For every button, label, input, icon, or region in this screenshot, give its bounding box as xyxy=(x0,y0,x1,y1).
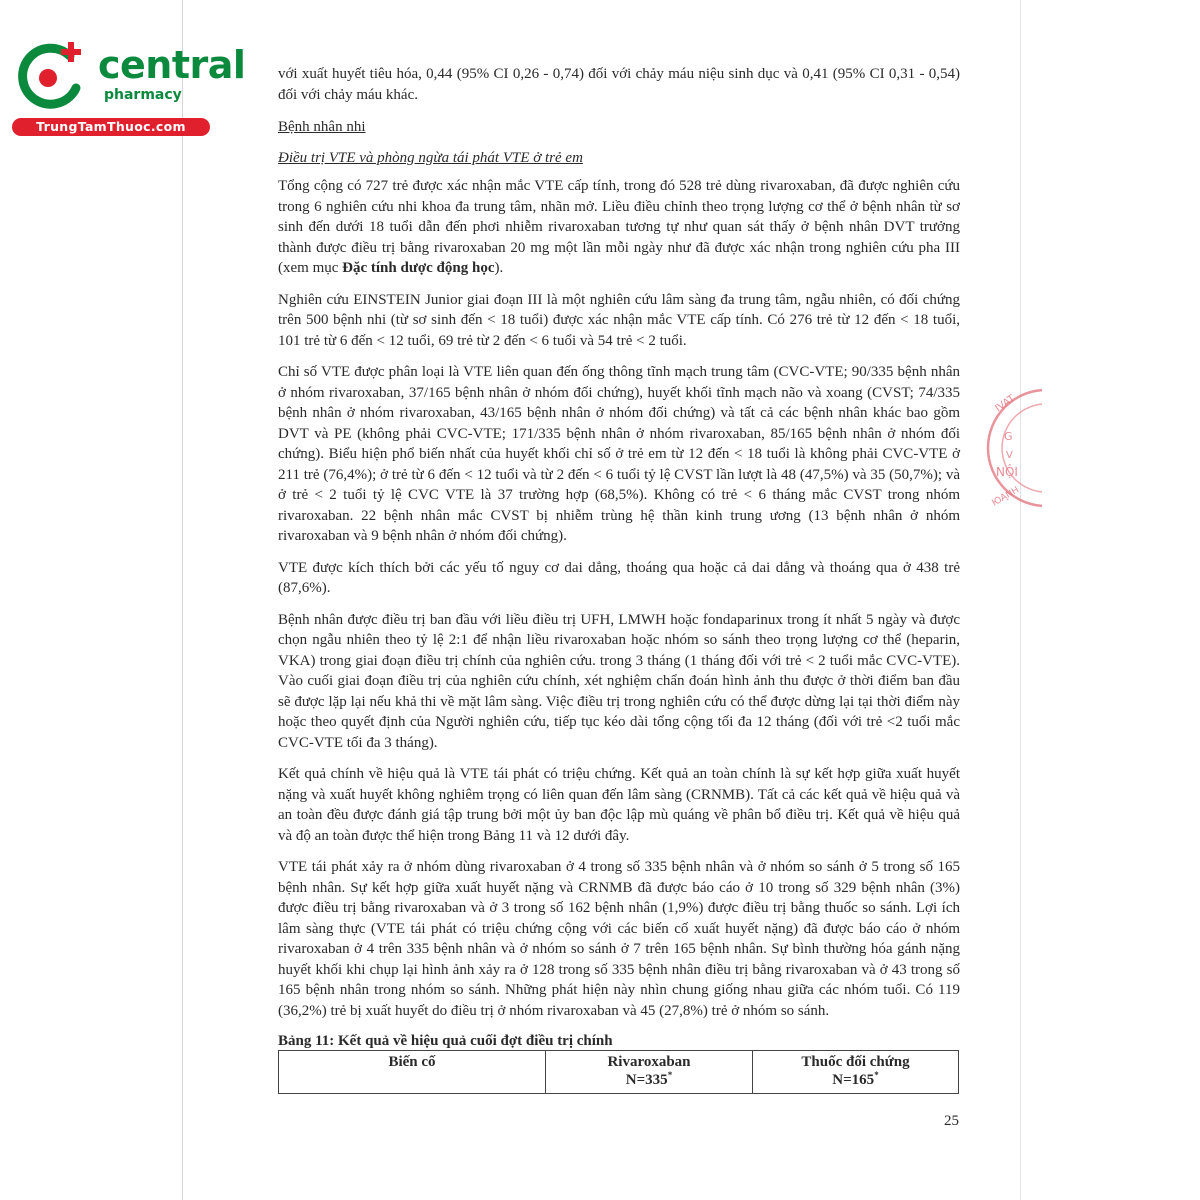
table-title: Bảng 11: Kết quả về hiệu quả cuối đợt điều trị chính xyxy=(278,1033,613,1049)
pharmacokinetics-reference: Đặc tính dược động học xyxy=(342,260,495,276)
comparator-n-value: N=165 xyxy=(832,1072,875,1088)
document-body xyxy=(278,64,960,1094)
paragraph-risk-factors: VTE được kích thích bởi các yếu tố nguy cơ dai dẳng, thoáng qua hoặc cả dai dẳng và thoáng qua ở 438 trẻ (87,6%). xyxy=(278,559,960,596)
official-stamp-icon xyxy=(982,378,1042,518)
svg-text:IVAT: IVAT xyxy=(993,393,1018,415)
paragraph-vte-index: Chỉ số VTE được phân loại là VTE liên quan đến ống thông tĩnh mạch trung tâm (CVC-VTE; 90/335 bệnh nhân ở nhóm rivaroxaban, 37/165 bệnh nhân ở nhóm đối chứng), huyết khối tĩnh mạch não và xoang (CVST; 74/335 bệnh nhân ở nhóm rivaroxaban, 43/165 bệnh nhân ở nhóm đối chứng) và tất cả các bệnh nhân khác bao gồm DVT và PE (không phải CVC-VTE; 171/335 bệnh nhân ở nhóm rivaroxaban, 85/165 bệnh nhân ở nhóm đối chứng). Biểu hiện phổ biến nhất của huyết khối chỉ số ở trẻ em từ 12 đến < 18 tuổi là không phải CVC-VTE ở 211 trẻ (76,4%); ở trẻ từ 6 đến < 12 tuổi và từ 2 đến < 6 tuổi tỷ lệ CVST lần lượt là 48 (47,5%) và 35 (50,7%); và ở trẻ < 2 tuổi tỷ lệ CVC VTE là 37 trường hợp (68,5%). Không có trẻ < 6 tháng mắc CVST trong nhóm rivaroxaban. 22 bệnh nhân mắc CVST bị nhiễm trùng hệ thần kinh trung ương (13 bệnh nhân ở nhóm rivaroxaban và 9 bệnh nhân ở nhóm đối chứng). xyxy=(278,364,960,544)
logo-subtitle: pharmacy xyxy=(104,87,182,103)
paragraph-treatment: Bệnh nhân được điều trị ban đầu với liều điều trị UFH, LMWH hoặc fondaparinux trong ít nhất 5 ngày và được chọn ngẫu nhiên theo tỷ lệ 2:1 để nhận liều rivaroxaban hoặc nhóm so sánh theo trọng lượng cơ thể (heparin, VKA) trong giai đoạn điều trị chính của nghiên cứu. trong 3 tháng (1 tháng đối với trẻ < 2 tuổi mắc CVC-VTE). Vào cuối giai đoạn điều trị của nghiên cứu chính, xét nghiệm chẩn đoán hình ảnh thu được ở thời điểm ban đầu sẽ được lặp lại nếu khả thi về mặt lâm sàng. Việc điều trị trong nghiên cứu có thể được dừng lại tại thời điểm này hoặc theo quyết định của Người nghiên cứu, tiếp tục kéo dài tổng cộng tối đa 12 tháng (đối với trẻ <2 tuổi mắc CVC-VTE tối đa 3 tháng). xyxy=(278,611,960,751)
header-rivaroxaban xyxy=(546,1051,753,1094)
efficacy-results-table xyxy=(278,1050,959,1094)
paragraph-outcomes: Kết quả chính về hiệu quả là VTE tái phát có triệu chứng. Kết quả an toàn chính là sự kết hợp giữa xuất huyết nặng và xuất huyết không nghiêm trọng có liên quan đến lâm sàng (CRNMB). Tất cả các kết quả về hiệu quả và an toàn đều được đánh giá tập trung bởi một ủy ban độc lập mù quáng về phân bổ điều trị. Kết quả về hiệu quả và độ an toàn được thể hiện trong Bảng 11 và 12 dưới đây. xyxy=(278,766,960,844)
page-number: 25 xyxy=(944,1113,959,1129)
paragraph-overview-text: Tổng cộng có 727 trẻ được xác nhận mắc VTE cấp tính, trong đó 528 trẻ dùng rivaroxaban, đã được nghiên cứu trong 6 nghiên cứu nhi khoa đa trung tâm, nhãn mở. Liều điều chỉnh theo trọng lượng cơ thể ở bệnh nhân từ sơ sinh đến dưới 18 tuổi dẫn đến phơi nhiễm rivaroxaban tương tự như quan sát thấy ở bệnh nhân DVT trưởng thành được điều trị bằng rivaroxaban 20 mg một lần mỗi ngày như đã được xác nhận trong nghiên cứu pha III (xem mục xyxy=(278,178,960,276)
header-rivaroxaban-name: Rivaroxaban xyxy=(607,1054,691,1070)
header-rivaroxaban-n xyxy=(550,1071,748,1089)
paragraph-overview xyxy=(278,176,960,279)
comparator-footnote-mark: * xyxy=(874,1070,879,1080)
pharmacy-logo[interactable] xyxy=(12,38,246,138)
subsection-heading-vte: Điều trị VTE và phòng ngừa tái phát VTE ở trẻ em xyxy=(278,149,583,166)
page-edge-left xyxy=(182,0,183,1200)
paragraph-overview-end: ). xyxy=(494,260,504,276)
header-event: Biến cố xyxy=(279,1051,546,1094)
svg-text:G: G xyxy=(1004,430,1013,443)
svg-text:NỘI: NỘI xyxy=(996,465,1018,479)
logo-site-banner: TrungTamThuoc.com xyxy=(12,118,210,136)
logo-wordmark: central xyxy=(98,43,246,87)
svg-text:V: V xyxy=(1006,450,1013,461)
paragraph-continuation: với xuất huyết tiêu hóa, 0,44 (95% CI 0,26 - 0,74) đối với chảy máu niệu sinh dục và 0,41 (95% CI 0,31 - 0,54) đối với chảy máu khác. xyxy=(278,66,960,103)
paragraph-results: VTE tái phát xảy ra ở nhóm dùng rivaroxaban ở 4 trong số 335 bệnh nhân và ở nhóm so sánh ở 5 trong số 165 bệnh nhân. Sự kết hợp giữa xuất huyết nặng và CRNMB đã được báo cáo ở 10 trong số 329 bệnh nhân (3%) được điều trị bằng rivaroxaban và ở 3 trong số 162 bệnh nhân (1,9%) được điều trị bằng thuốc so sánh. Lợi ích lâm sàng thực (VTE tái phát có triệu chứng cộng với các biến cố xuất huyết nặng) đã được báo cáo ở nhóm rivaroxaban ở 4 trên 335 bệnh nhân và ở nhóm so sánh ở 7 trên 165 bệnh nhân. Sự bình thường hóa gánh nặng huyết khối khi chụp lại hình ảnh xảy ra ở 128 trong số 335 bệnh nhân điều trị bằng rivaroxaban và ở 43 trong số 165 bệnh nhân trong nhóm so sánh. Những phát hiện này nhìn chung giống nhau giữa các nhóm tuổi. Có 119 (36,2%) trẻ bị xuất huyết do điều trị ở nhóm rivaroxaban và 45 (27,8%) trẻ ở nhóm so sánh. xyxy=(278,859,960,1019)
header-comparator-name: Thuốc đối chứng xyxy=(801,1054,910,1070)
table-header-row xyxy=(279,1051,959,1094)
svg-text:ЮĄNH: ЮĄNH xyxy=(990,485,1021,509)
paragraph-einstein-junior: Nghiên cứu EINSTEIN Junior giai đoạn III là một nghiên cứu lâm sàng đa trung tâm, ngẫu nhiên, có đối chứng trên 500 bệnh nhi (từ sơ sinh đến < 18 tuổi) được xác nhận mắc VTE cấp tính. Có 276 trẻ từ 12 đến < 18 tuổi, 101 trẻ từ 6 đến < 12 tuổi, 69 trẻ từ 2 đến < 6 tuổi và 54 trẻ < 2 tuổi. xyxy=(278,291,960,349)
rivaroxaban-n-value: N=335 xyxy=(625,1072,668,1088)
section-heading-pediatric: Bệnh nhân nhi xyxy=(278,119,366,135)
header-comparator-n xyxy=(757,1071,954,1089)
header-comparator xyxy=(753,1051,959,1094)
rivaroxaban-footnote-mark: * xyxy=(667,1070,673,1080)
central-logo-icon xyxy=(12,38,90,116)
page-edge-right xyxy=(1020,0,1021,1200)
